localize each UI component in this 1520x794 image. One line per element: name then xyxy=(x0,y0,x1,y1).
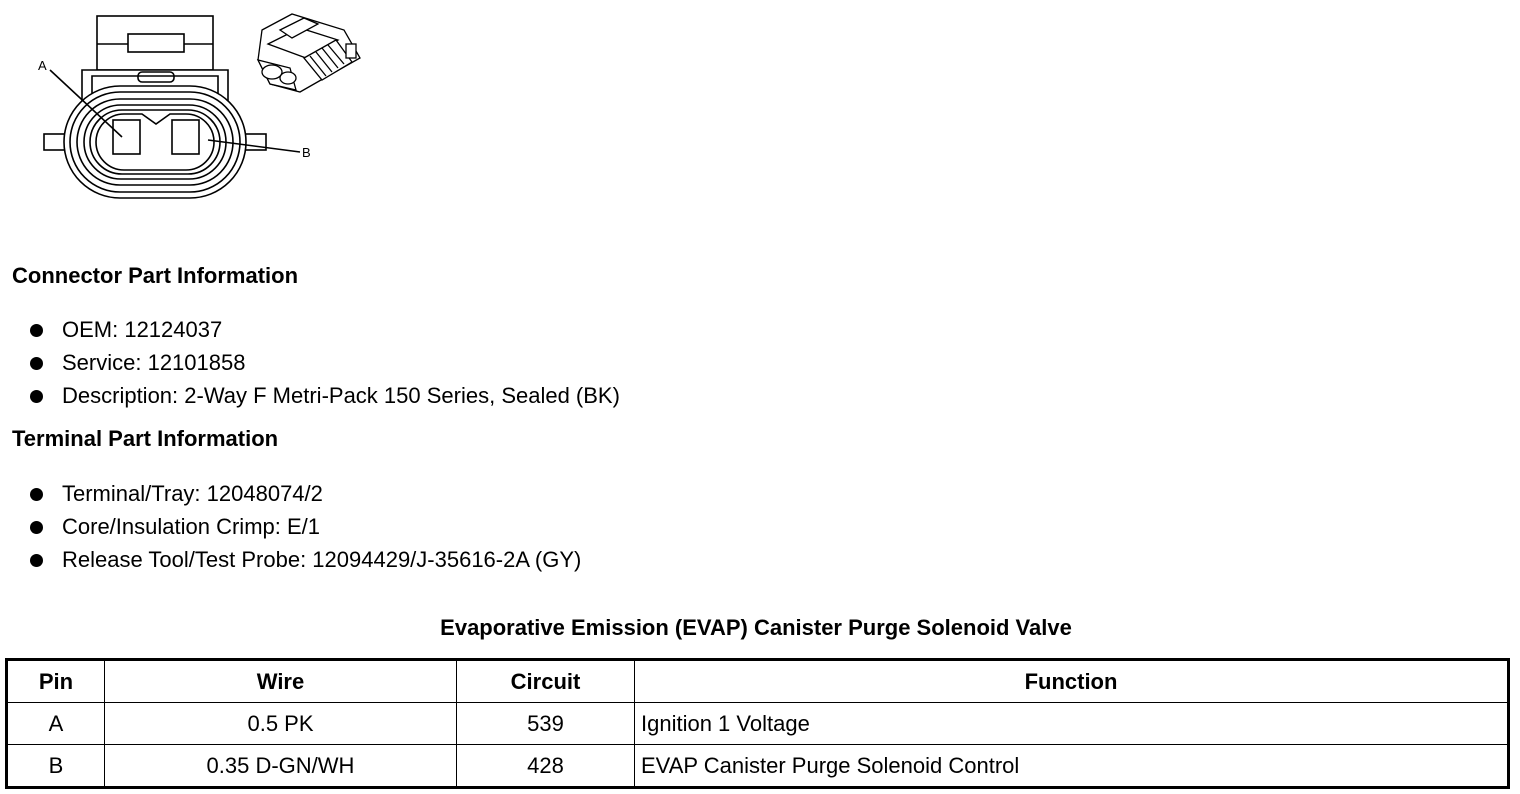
connector-isometric-illustration xyxy=(258,14,360,92)
connector-face-illustration xyxy=(0,0,380,240)
header-function: Function xyxy=(635,660,1509,703)
table-title: Evaporative Emission (EVAP) Canister Purge Solenoid Valve xyxy=(440,615,1072,640)
connector-info-list xyxy=(28,316,620,415)
cell-circuit: 539 xyxy=(457,703,635,745)
cell-circuit: 428 xyxy=(457,745,635,788)
pin-table xyxy=(5,658,1510,789)
pin-label-b: B xyxy=(302,145,311,160)
cell-wire: 0.5 PK xyxy=(105,703,457,745)
bullet-icon xyxy=(30,390,43,403)
connector-service-text: Service: 12101858 xyxy=(62,350,246,375)
list-item xyxy=(28,546,581,579)
release-tool-text: Release Tool/Test Probe: 12094429/J-35616-2A (GY) xyxy=(62,547,582,572)
connector-info-heading: Connector Part Information xyxy=(12,263,299,288)
connector-diagram xyxy=(0,0,380,240)
cell-pin: A xyxy=(7,703,105,745)
bullet-icon xyxy=(30,521,43,534)
bullet-icon xyxy=(30,488,43,501)
table-header-row xyxy=(7,660,1509,703)
terminal-info-list xyxy=(28,480,581,579)
list-item xyxy=(28,480,581,513)
cell-pin: B xyxy=(7,745,105,788)
header-circuit: Circuit xyxy=(457,660,635,703)
list-item xyxy=(28,316,620,349)
header-pin: Pin xyxy=(7,660,105,703)
connector-oem-text: OEM: 12124037 xyxy=(62,317,223,342)
bullet-icon xyxy=(30,324,43,337)
terminal-info-heading: Terminal Part Information xyxy=(12,426,279,451)
cell-wire: 0.35 D-GN/WH xyxy=(105,745,457,788)
cell-function: EVAP Canister Purge Solenoid Control xyxy=(635,745,1509,788)
table-row xyxy=(7,745,1509,788)
header-wire: Wire xyxy=(105,660,457,703)
connector-description-text: Description: 2-Way F Metri-Pack 150 Series, Sealed (BK) xyxy=(62,383,620,408)
terminal-tray-text: Terminal/Tray: 12048074/2 xyxy=(62,481,323,506)
list-item xyxy=(28,349,620,382)
pin-label-a: A xyxy=(38,58,47,73)
bullet-icon xyxy=(30,554,43,567)
table-row xyxy=(7,703,1509,745)
list-item xyxy=(28,382,620,415)
bullet-icon xyxy=(30,357,43,370)
crimp-text: Core/Insulation Crimp: E/1 xyxy=(62,514,320,539)
cell-function: Ignition 1 Voltage xyxy=(635,703,1509,745)
list-item xyxy=(28,513,581,546)
